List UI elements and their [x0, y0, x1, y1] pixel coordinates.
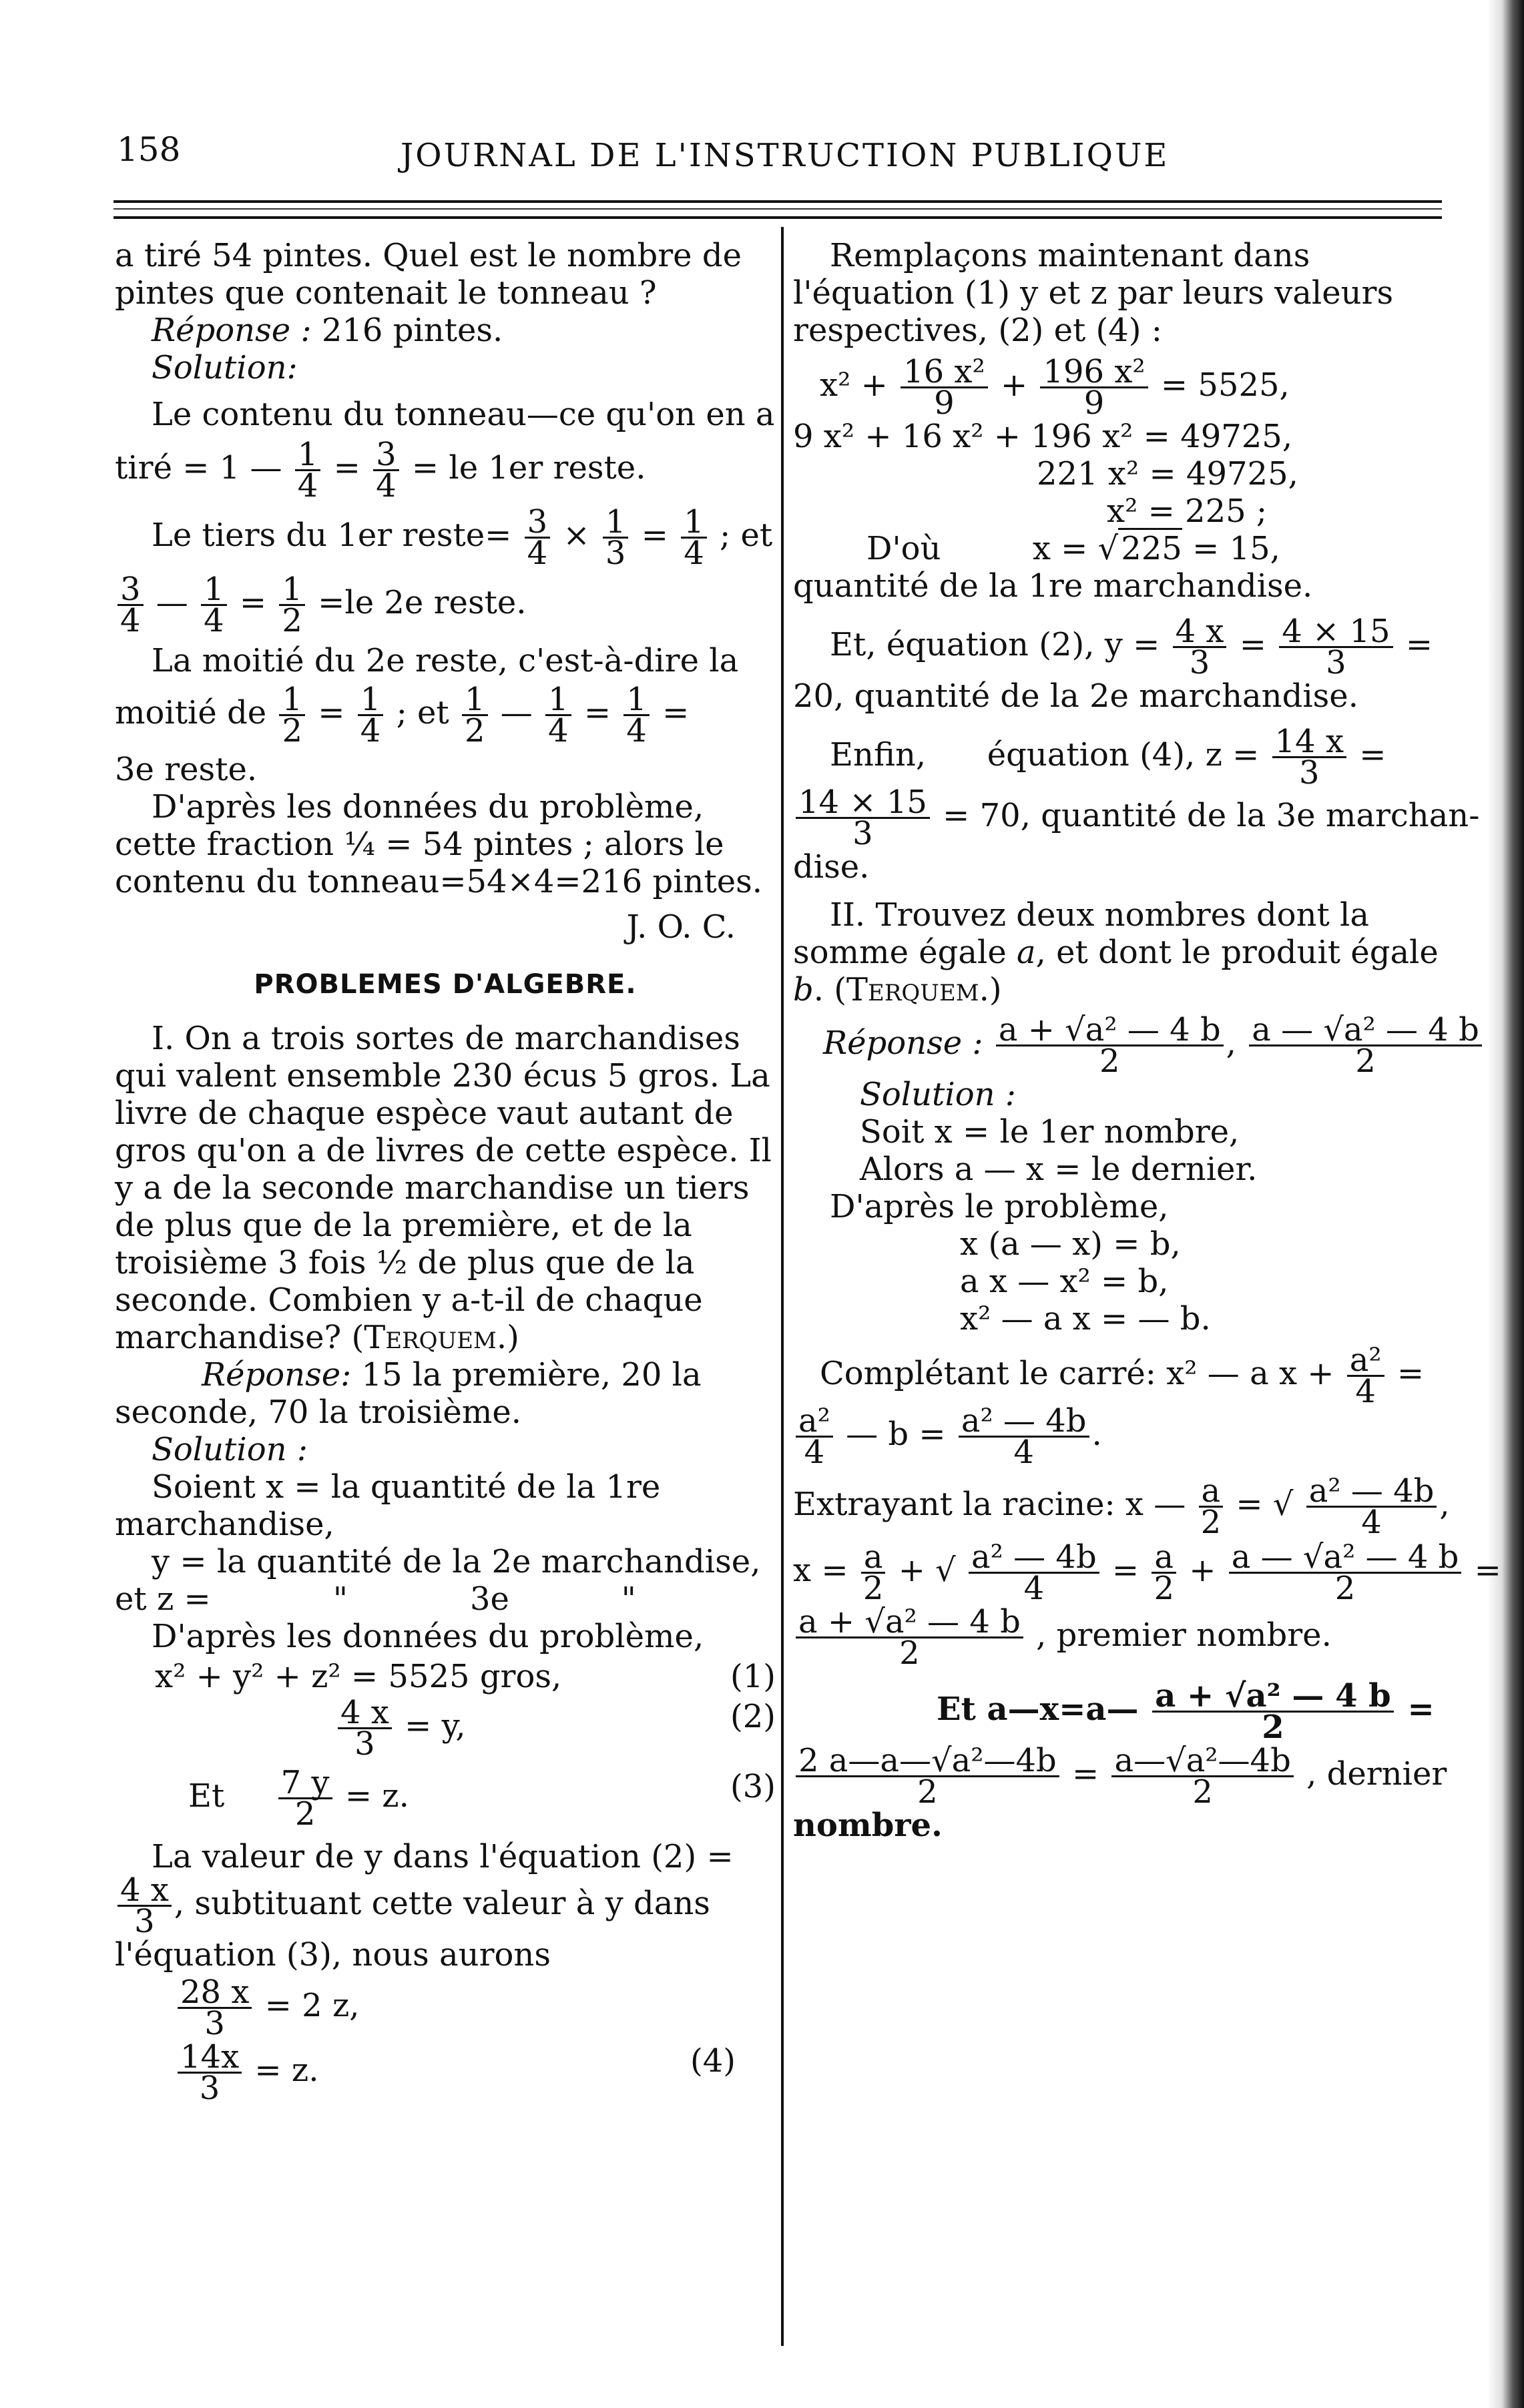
fraction: $\frac{1}{4}$ — [201, 575, 227, 635]
fraction: $\frac{4 x}{3}$ — [117, 1875, 172, 1936]
fraction: $\frac{3}{4}$ — [525, 507, 551, 568]
fraction: $\frac{\text{2 a—a—√a²—4b}}{2}$ — [796, 1746, 1059, 1807]
equation: $\frac{14 \times 15}{3}$ = 70, quantité de la 3e marchan- — [793, 788, 1451, 848]
paragraph: nombre. — [793, 1807, 943, 1844]
fraction: $\frac{\text{a² — 4b}}{4}$ — [959, 1406, 1089, 1467]
header-rule-thin — [113, 208, 1442, 210]
paragraph: Remplaçons maintenant dans l'équation (1) y et z par leurs valeurs respectives, (2) et (4) : — [793, 237, 1394, 349]
paragraph: 3e reste. — [115, 751, 258, 788]
fraction: $\frac{a}{2}$ — [1199, 1476, 1224, 1537]
page-number: 158 — [117, 130, 181, 169]
fraction: $\frac{14 x}{3}$ — [1272, 727, 1346, 788]
equation: Complétant le carré: x² — a x + $\frac{\text{a²}}{4}$ = — [820, 1341, 1425, 1410]
paragraph: La valeur de y dans l'équation (2) = — [152, 1838, 734, 1875]
problem-statement: II. Trouvez deux nombres dont la somme égale a, et dont le produit égale b. (Terquem.) — [793, 896, 1439, 1008]
paragraph: dise. — [793, 848, 870, 886]
equation: 221 x² = 49725, — [1037, 455, 1298, 493]
equation: Réponse : $\frac{\text{a + √a² — 4 b}}{2}$ , $\frac{\text{a — √a² — 4 b}}{2}$ — [823, 1015, 1451, 1076]
paragraph: y = la quantité de la 2e marchandise, — [152, 1543, 761, 1580]
paragraph: D'après les données du problème, cette fraction ¼ = 54 pintes ; alors le contenu du tonneau=54×4=216 pintes. — [115, 788, 763, 900]
fraction: $\frac{14x}{3}$ — [178, 2042, 242, 2103]
left-column — [115, 237, 776, 2107]
answer-line: Réponse : 216 pintes. — [152, 312, 503, 349]
fraction: $\frac{\text{196 x²}}{9}$ — [1040, 357, 1148, 418]
fraction: $\frac{4 \times 15}{3}$ — [1279, 617, 1392, 677]
paragraph: 20, quantité de la 2e marchandise. — [793, 677, 1358, 715]
fraction: $\frac{4 x}{3}$ — [1173, 617, 1227, 677]
equation: Et $\frac{7 y}{2}$ = z. (3) — [188, 1764, 776, 1833]
fraction: $\frac{1}{4}$ — [545, 685, 571, 745]
equation: $\frac{28 x}{3}$ = 2 z, — [175, 1978, 776, 2038]
paragraph: Soient x = la quantité de la 1re marchandise, — [115, 1468, 661, 1543]
equation: x (a — x) = b, — [960, 1225, 1181, 1263]
fraction: $\frac{\text{a² — 4b}}{4}$ — [1306, 1476, 1437, 1537]
fraction: $\frac{a}{2}$ — [1152, 1542, 1176, 1603]
equation: x² — a x = — b. — [960, 1300, 1211, 1337]
fraction: $\frac{a}{2}$ — [861, 1542, 886, 1603]
fraction: $\frac{\text{a — √a² — 4 b}}{2}$ — [1229, 1542, 1462, 1603]
right-column — [793, 237, 1501, 1844]
header-rule-lower — [113, 216, 1442, 219]
equation: x² + $\frac{\text{16 x²}}{9}$ + $\frac{\text{196 x²}}{9}$ = 5525, — [820, 353, 1290, 422]
fraction: $\frac{\text{a + √a² — 4 b}}{2}$ — [1152, 1681, 1394, 1742]
fraction: $\frac{3}{4}$ — [117, 575, 144, 635]
fraction: $\frac{1}{3}$ — [603, 507, 629, 568]
paragraph: a tiré 54 pintes. Quel est le nombre de pintes que contenait le tonneau ? — [115, 237, 742, 312]
solution-label: Solution : — [860, 1076, 1016, 1113]
fraction: $\frac{\text{a + √a² — 4 b}}{2}$ — [796, 1607, 1023, 1668]
equation: 9 x² + 16 x² + 196 x² = 49725, — [793, 418, 1293, 455]
paragraph: et z = " 3e " — [115, 1580, 636, 1618]
equation: x² + y² + z² = 5525 gros, (1) — [155, 1658, 776, 1695]
column-separator — [781, 227, 784, 2346]
fraction: $\frac{1}{4}$ — [358, 685, 384, 745]
fraction: $\frac{1}{2}$ — [279, 575, 305, 635]
equation: $\frac{\text{2 a—a—√a²—4b}}{2}$ = $\frac{\text{a—√a²—4b}}{2}$ , dernier — [793, 1746, 1451, 1807]
solution-label: Solution : — [152, 1431, 308, 1468]
equation: Et a—x=a— $\frac{\text{a + √a² — 4 b}}{2}$ = — [937, 1677, 1435, 1746]
fraction: $\frac{28 x}{3}$ — [178, 1978, 252, 2038]
equation: Extrayant la racine: x — $\frac{a}{2}$ = √ $\frac{\text{a² — 4b}}{4}$ , — [793, 1472, 1450, 1541]
solution-label: Solution: — [152, 349, 298, 386]
fraction: $\frac{4 x}{3}$ — [338, 1698, 392, 1759]
fraction: $\frac{\text{16 x²}}{9}$ — [901, 357, 988, 418]
fraction: $\frac{1}{4}$ — [681, 507, 707, 568]
equation: $\frac{\text{a + √a² — 4 b}}{2}$ , premier nombre. — [793, 1607, 1451, 1668]
equation: x² = 225 ; — [1107, 493, 1268, 530]
journal-title: JOURNAL DE L'INSTRUCTION PUBLIQUE — [401, 137, 1170, 174]
answer-line: Réponse: 15 la première, 20 la seconde, 70 la troisième. — [115, 1356, 702, 1431]
fraction: $\frac{1}{4}$ — [623, 685, 650, 745]
equation: moitié de $\frac{1}{2}$ = $\frac{1}{4}$ ; et $\frac{1}{2}$ — $\frac{1}{4}$ = $\frac{1}{4}$ = — [115, 681, 690, 749]
paragraph: l'équation (3), nous aurons — [115, 1936, 551, 1974]
fraction: $\frac{3}{4}$ — [373, 440, 399, 501]
fraction: $\frac{\text{a — √a² — 4 b}}{2}$ — [1249, 1015, 1482, 1076]
fraction: $\frac{14 \times 15}{3}$ — [796, 788, 930, 848]
fraction: $\frac{\text{a²}}{4}$ — [796, 1406, 833, 1467]
fraction: $\frac{1}{2}$ — [279, 685, 305, 745]
section-heading: PROBLEMES D'ALGEBRE. — [254, 969, 637, 1000]
paragraph: D'après les données du problème, — [152, 1618, 704, 1655]
equation: x = $\frac{a}{2}$ + √ $\frac{\text{a² — 4b}}{4}$ = $\frac{a}{2}$ + $\frac{\text{a — √a² — 4 b}}{2}$ = — [793, 1538, 1501, 1607]
paragraph: La moitié du 2e reste, c'est-à-dire la — [152, 642, 739, 679]
equation: Enfin, équation (4), z = $\frac{14 x}{3}$ = — [830, 723, 1386, 792]
signature: J. O. C. — [626, 908, 736, 946]
fraction: $\frac{\text{a—√a²—4b}}{2}$ — [1111, 1746, 1293, 1807]
paragraph: D'après le problème, — [830, 1188, 1169, 1225]
equation: Le tiers du 1er reste= $\frac{3}{4}$ × $\frac{1}{3}$ = $\frac{1}{4}$ ; et — [152, 503, 773, 572]
equation: $\frac{3}{4}$ — $\frac{1}{4}$ = $\frac{1}{2}$ =le 2e reste. — [115, 575, 776, 635]
fraction: $\frac{\text{a²}}{4}$ — [1347, 1345, 1384, 1406]
fraction: $\frac{1}{2}$ — [462, 685, 488, 745]
fraction: $\frac{1}{4}$ — [295, 440, 321, 501]
equation: D'où x = √225 = 15, — [866, 530, 1451, 567]
fraction: $\frac{\text{a + √a² — 4 b}}{2}$ — [996, 1015, 1224, 1076]
equation: a x — x² = b, — [960, 1263, 1169, 1300]
paragraph: Soit x = le 1er nombre, — [860, 1113, 1240, 1151]
equation: $\frac{\text{a²}}{4}$ — b = $\frac{\text{a² — 4b}}{4}$ . — [793, 1406, 1451, 1467]
equation: $\frac{4 x}{3}$ , subtituant cette valeur à y dans — [115, 1875, 776, 1936]
equation: $\frac{14x}{3}$ = z. (4) — [175, 2042, 776, 2103]
paragraph: quantité de la 1re marchandise. — [793, 567, 1313, 605]
header-rule — [113, 200, 1442, 203]
fraction: $\frac{\text{a² — 4b}}{4}$ — [969, 1542, 1099, 1603]
paragraph: Alors a — x = le dernier. — [860, 1151, 1258, 1188]
equation: tiré = 1 — $\frac{1}{4}$ = $\frac{3}{4}$ = le 1er reste. — [115, 436, 646, 505]
page-edge-shadow — [1487, 0, 1524, 2408]
equation: $\frac{4 x}{3}$ = y, (2) — [335, 1698, 776, 1759]
fraction: $\frac{7 y}{2}$ — [278, 1768, 332, 1829]
equation: Et, équation (2), y = $\frac{4 x}{3}$ = $\frac{4 \times 15}{3}$ = — [830, 613, 1433, 681]
problem-statement: I. On a trois sortes de marchandises qui valent ensemble 230 écus 5 gros. La livre de chaque espèce vaut autant de gros qu'on a de livres de cette espèce. Il y a de la seconde marchandise un tiers de plus que de la première, et de la troisième 3 fois ½ de plus que de la seconde. Combien y a-t-il de chaque marchandise? (Terquem.) — [115, 1020, 772, 1356]
paragraph: Le contenu du tonneau—ce qu'on en a — [152, 396, 775, 433]
